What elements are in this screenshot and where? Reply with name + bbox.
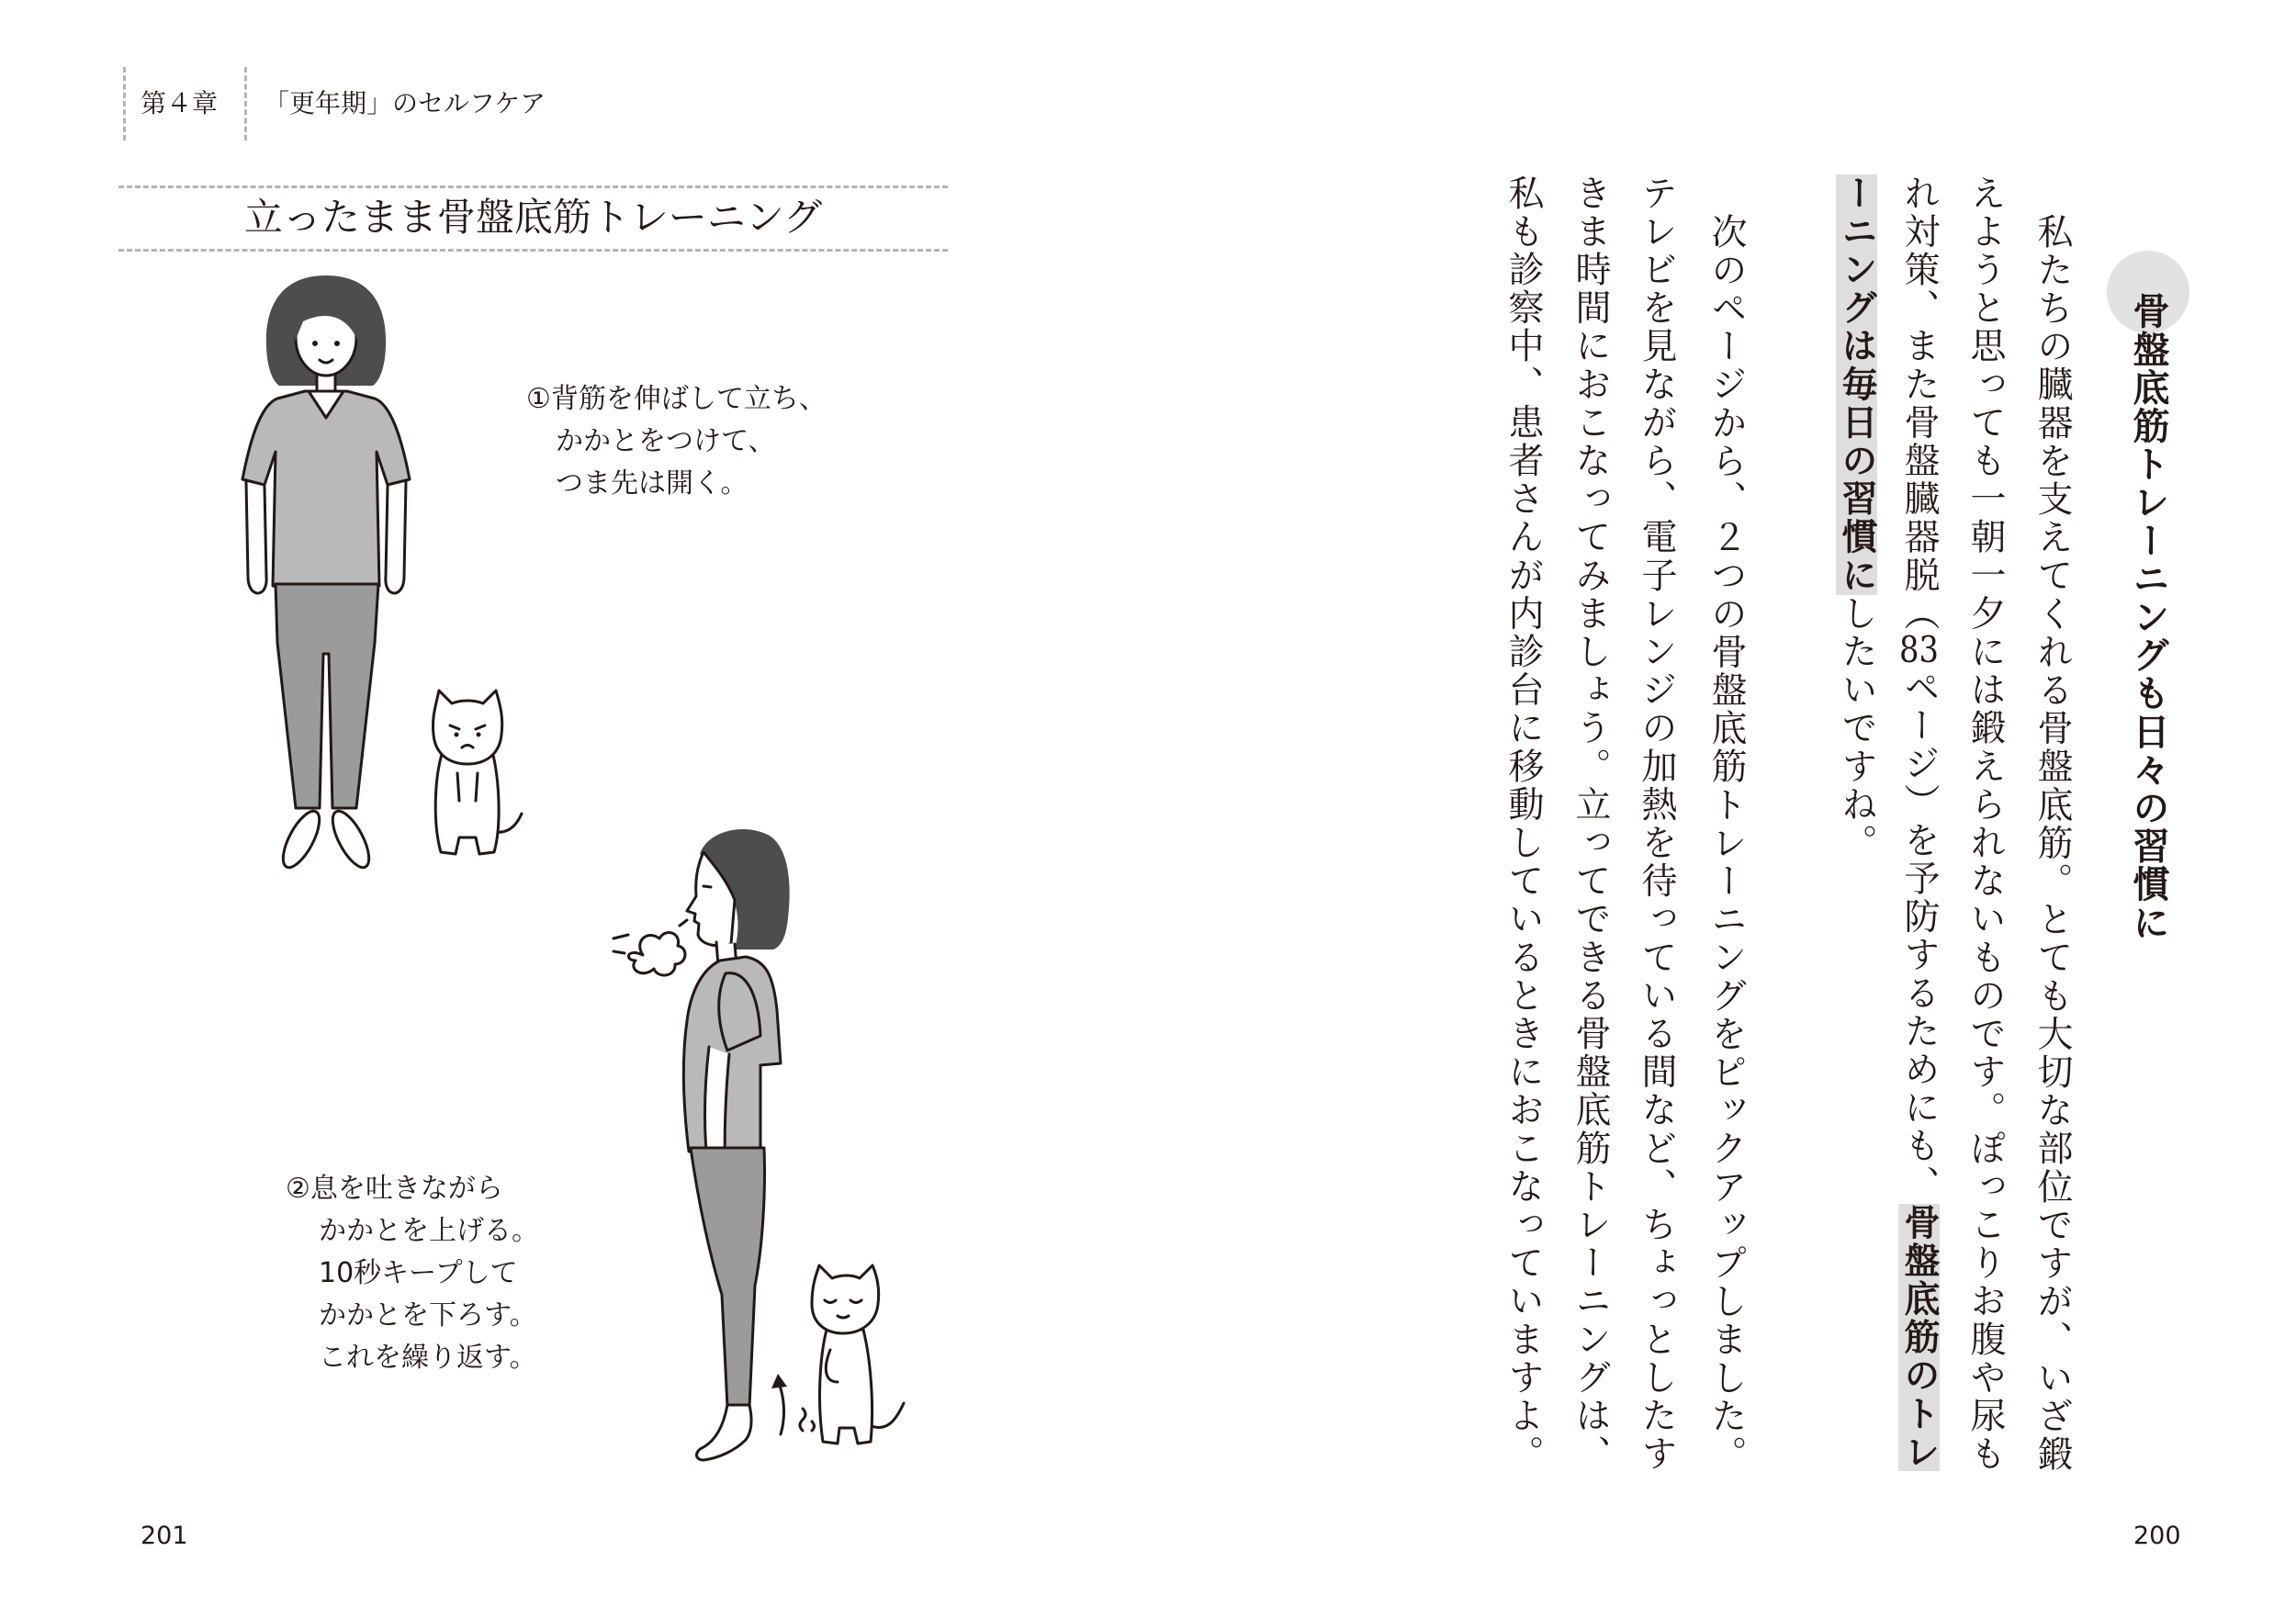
body-line-text: 私たちの臓器を支えてくれる骨盤底筋。とても大切な部位ですが、いざ鍛 [2032,213,2073,1474]
body-line [1893,174,1944,1488]
emphasized-text: 骨盤底筋のトレ [1898,1203,1940,1471]
body-line [1700,213,1751,1526]
body-line-text: 次のページから、２つの骨盤底筋トレーニングをピックアップしました。 [1705,213,1747,1474]
body-line-text: テレビを見ながら、電子レンジの加熱を待っている間など、ちょっとしたす [1636,174,1677,1474]
chapter-label: 第４章 [141,88,219,118]
step-2-line: 10秒キープして [319,1257,518,1289]
body-line [1497,174,1548,1488]
body-line [1630,174,1682,1488]
cat-standing-illustration [800,1265,904,1444]
body-line [1564,174,1615,1488]
section-title: 立ったまま骨盤底筋トレーニング [243,195,823,240]
page-number-left: 201 [141,1522,188,1550]
body-line-text: 私も診察中、患者さんが内診台に移動しているときにおこなっていますよ。 [1503,174,1544,1474]
body-line-text: したいですね。 [1836,594,1877,862]
body-line-text: ページ）を予防するためにも、 [1898,669,1940,1204]
step-2-line: かかとを上げる。 [319,1215,539,1247]
body-line [1959,174,2010,1488]
body-line-text: えようと思っても一朝一夕には鍛えられないものです。ぽっこりお腹や尿も [1964,174,2006,1474]
body-line-text: れ対策、また骨盤臓器脱（ [1898,174,1940,634]
section-heading-text: 骨盤底筋トレーニングも日々の習慣に [2127,292,2169,942]
body-line [1830,174,1882,1488]
section-heading [2121,292,2176,953]
cat-sitting-illustration [433,691,522,854]
step-2-line: かかとを下ろす。 [319,1299,537,1331]
heel-lift-arrow-icon [771,1374,787,1434]
woman-tiptoe-illustration [683,829,789,1460]
page-reference-number: 83 [1899,633,1939,669]
step-1-instructions [526,378,827,505]
step-2-instructions [286,1168,539,1379]
step-1-line: かかとをつけて、 [556,425,776,457]
step-1-line: つま先は開く。 [556,467,748,500]
body-line-text: きま時間におこなってみましょう。立ってできる骨盤底筋トレーニングは、 [1570,174,1611,1474]
emphasized-text: ーニングは毎日の習慣に [1836,174,1877,595]
step-2-line: これを繰り返す。 [319,1342,537,1374]
woman-standing-illustration [242,275,410,872]
step-2-line: ②息を吐きながら [286,1173,503,1205]
breath-puff-illustration [613,920,687,975]
step-1-line: ①背筋を伸ばして立ち、 [526,383,827,415]
page-number-right: 200 [2133,1522,2181,1550]
chapter-title: 「更年期」のセルフケア [264,88,546,118]
body-line [2026,213,2077,1526]
